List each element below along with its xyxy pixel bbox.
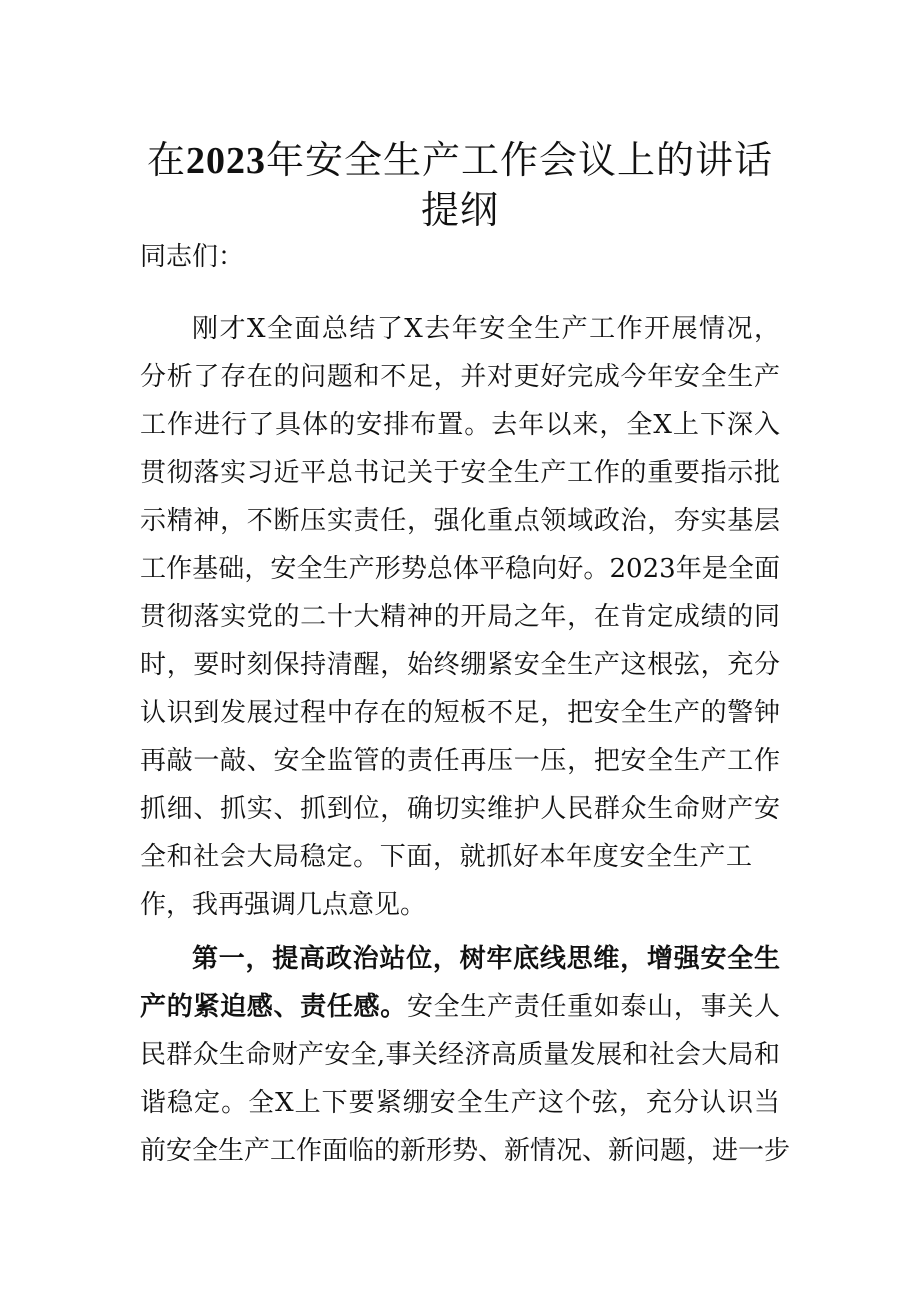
paragraph-1-line: 再敲一敲、安全监管的责任再压一压，把安全生产工作 <box>140 746 780 776</box>
paragraph-1-line: 贯彻落实党的二十大精神的开局之年，在肯定成绩的同 <box>140 602 780 632</box>
paragraph-1-line: 时，要时刻保持清醒，始终绷紧安全生产这根弦，充分 <box>140 650 780 680</box>
title-prefix: 在 <box>146 138 186 182</box>
paragraph-1-line: 示精神，不断压实责任，强化重点领域政治，夯实基层 <box>140 506 780 536</box>
title-suffix: 年安全生产工作会议上的讲话 <box>266 138 774 182</box>
paragraph-1-line: 贯彻落实习近平总书记关于安全生产工作的重要指示批 <box>140 458 780 488</box>
paragraph-1-line: 刚才X全面总结了X去年安全生产工作开展情况， <box>192 314 780 344</box>
salutation: 同志们： <box>140 242 245 272</box>
paragraph-1-line: 分析了存在的问题和不足，并对更好完成今年安全生产 <box>140 362 780 392</box>
paragraph-1-line: 抓细、抓实、抓到位，确切实维护人民群众生命财产安 <box>140 794 780 824</box>
paragraph-1-line: 工作进行了具体的安排布置。去年以来，全X上下深入 <box>140 410 780 440</box>
paragraph-1-line: 认识到发展过程中存在的短板不足，把安全生产的警钟 <box>140 698 780 728</box>
paragraph-2-line: 民群众生命财产安全,事关经济高质量发展和社会大局和 <box>140 1040 780 1070</box>
paragraph-2-line: 前安全生产工作面临的新形势、新情况、新问题，进一步 <box>140 1136 791 1166</box>
paragraph-2-line: 谐稳定。全X上下要紧绷安全生产这个弦，充分认识当 <box>140 1088 780 1118</box>
document-title <box>100 136 820 185</box>
section-heading-first-continued: 产的紧迫感、责任感。 <box>140 992 407 1022</box>
paragraph-1-line: 工作基础，安全生产形势总体平稳向好。2023年是全面 <box>140 554 780 584</box>
document-title-line-2: 提纲 <box>420 188 499 232</box>
title-year: 2023 <box>186 140 266 182</box>
paragraph-1-line: 作，我再强调几点意见。 <box>140 890 427 920</box>
paragraph-2-text: 安全生产责任重如泰山，事关人 <box>406 992 780 1022</box>
section-heading-first: 第一，提高政治站位，树牢底线思维，增强安全生 <box>192 944 780 974</box>
paragraph-1-line: 全和社会大局稳定。下面，就抓好本年度安全生产工 <box>140 842 752 872</box>
paragraph-2-line <box>140 987 780 1027</box>
